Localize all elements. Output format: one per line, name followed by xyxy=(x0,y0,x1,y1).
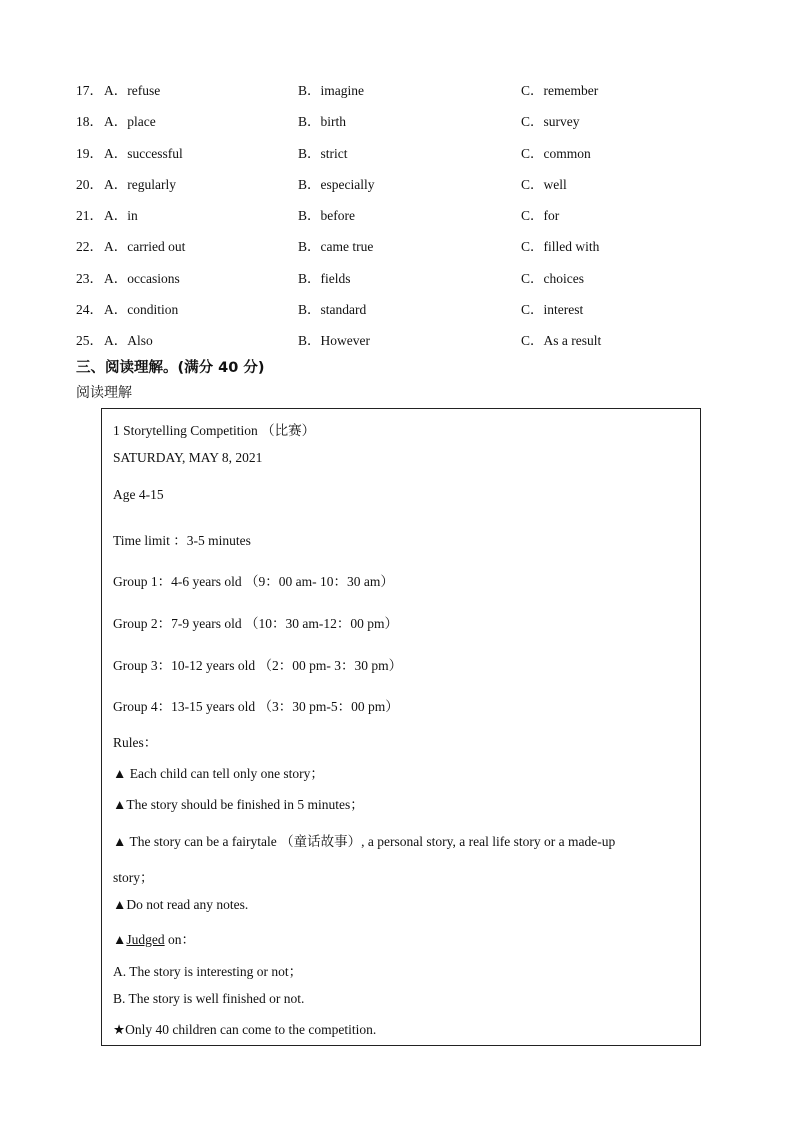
question-number: 22． xyxy=(76,239,103,255)
option-a: A．successful xyxy=(104,145,183,161)
group-line: Group 3：10-12 years old （2：00 pm- 3：30 pm） xyxy=(113,658,403,673)
option-c: C．survey xyxy=(521,114,580,130)
question-number: 25． xyxy=(76,333,103,349)
question-row xyxy=(76,80,716,111)
question-number: 18． xyxy=(76,114,103,130)
option-a: A．Also xyxy=(104,333,153,349)
option-b: B．fields xyxy=(298,270,351,286)
option-c: C．interest xyxy=(521,302,584,318)
question-row xyxy=(76,236,716,267)
notice-time-limit: Time limit ：3-5 minutes xyxy=(113,533,251,548)
question-row xyxy=(76,111,716,142)
option-b: B．especially xyxy=(298,176,375,192)
question-number: 23． xyxy=(76,270,103,286)
option-a: A．place xyxy=(104,114,156,130)
option-b: B．standard xyxy=(298,302,367,318)
option-b: B．imagine xyxy=(298,83,364,98)
rule-line: story； xyxy=(113,870,154,885)
group-line: Group 4：13-15 years old （3：30 pm-5：00 pm） xyxy=(113,699,399,714)
section-title: 三、阅读理解。(满分 40 分) xyxy=(76,360,265,376)
option-c: C．well xyxy=(521,176,567,192)
option-c: C．for xyxy=(521,208,560,224)
option-a: A．occasions xyxy=(104,270,180,286)
option-a: A．regularly xyxy=(104,176,176,192)
question-number: 21． xyxy=(76,208,103,224)
question-row xyxy=(76,205,716,236)
option-a: A．refuse xyxy=(104,83,161,98)
notice-title: 1 Storytelling Competition （比赛） xyxy=(113,423,316,438)
rule-line: ▲The story should be finished in 5 minutes； xyxy=(113,797,364,812)
question-number: 17． xyxy=(76,83,103,98)
criteria-line: B. The story is well finished or not. xyxy=(113,991,305,1006)
option-b: B．birth xyxy=(298,114,347,130)
option-c: C．common xyxy=(521,145,591,161)
rule-line: ▲Do not read any notes. xyxy=(113,897,249,912)
option-b: B．strict xyxy=(298,145,348,161)
question-row xyxy=(76,143,716,174)
question-row xyxy=(76,268,716,299)
answer-options xyxy=(76,80,716,362)
option-c: C．choices xyxy=(521,270,584,286)
question-number: 24． xyxy=(76,302,103,318)
option-c: C．As a result xyxy=(521,333,602,349)
judged-suffix: on： xyxy=(164,932,195,947)
notice-date: SATURDAY, MAY 8, 2021 xyxy=(113,450,263,465)
option-c: C．remember xyxy=(521,83,599,98)
judged-word: Judged xyxy=(126,932,165,947)
group-line: Group 1：4-6 years old （9：00 am- 10：30 am） xyxy=(113,574,394,589)
judged-line xyxy=(113,928,195,948)
criteria-line: A. The story is interesting or not； xyxy=(113,964,303,979)
option-a: A．carried out xyxy=(104,239,186,255)
option-a: A．in xyxy=(104,208,138,224)
notice-age: Age 4-15 xyxy=(113,487,164,502)
option-b: B．before xyxy=(298,208,355,224)
rules-label: Rules： xyxy=(113,735,158,750)
judged-prefix: ▲ xyxy=(113,932,127,947)
notice-box xyxy=(101,408,701,1046)
question-number: 19． xyxy=(76,145,103,161)
group-line: Group 2：7-9 years old （10：30 am-12：00 pm） xyxy=(113,616,398,631)
question-row xyxy=(76,174,716,205)
option-a: A．condition xyxy=(104,302,179,318)
notice-note: ★Only 40 children can come to the competition. xyxy=(113,1022,377,1037)
rule-line: ▲ The story can be a fairytale （童话故事）, a personal story, a real life story or a made-up xyxy=(113,834,616,849)
question-number: 20． xyxy=(76,176,103,192)
option-b: B．came true xyxy=(298,239,374,255)
section-subtitle: 阅读理解 xyxy=(76,385,132,401)
question-row xyxy=(76,299,716,330)
option-b: B．However xyxy=(298,333,370,349)
option-c: C．filled with xyxy=(521,239,600,255)
rule-line: ▲ Each child can tell only one story； xyxy=(113,766,324,781)
